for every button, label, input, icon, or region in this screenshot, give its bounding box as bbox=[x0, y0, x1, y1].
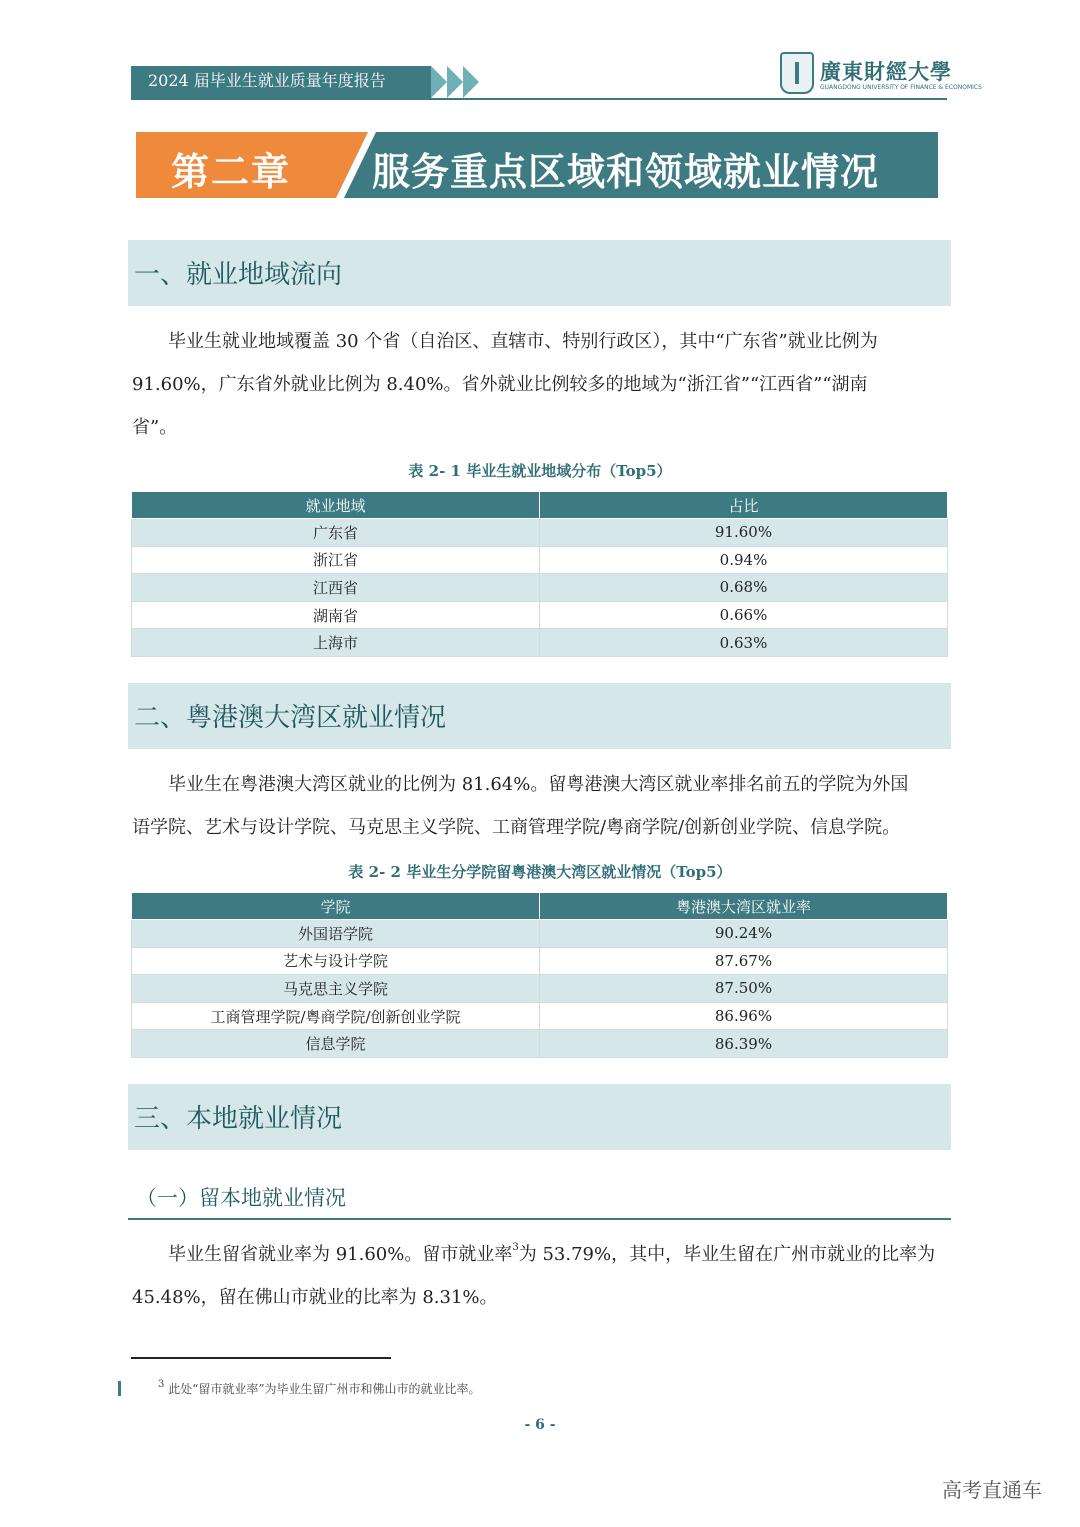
section-heading bbox=[128, 1084, 951, 1150]
header-rule bbox=[131, 98, 947, 100]
table-cell: 86.39% bbox=[540, 1030, 948, 1058]
section-heading bbox=[128, 683, 951, 749]
table-cell: 浙江省 bbox=[132, 546, 540, 574]
university-logo bbox=[780, 52, 982, 98]
table-header-row bbox=[132, 492, 948, 519]
column-header: 粤港澳大湾区就业率 bbox=[540, 893, 948, 920]
footnote-ref: 3 bbox=[512, 1242, 519, 1253]
table-cell: 信息学院 bbox=[132, 1030, 540, 1058]
paragraph-line: 毕业生在粤港澳大湾区就业的比例为 81.64%。留粤港澳大湾区就业率排名前五的学院为外国 bbox=[168, 774, 909, 795]
table-caption: 表 2- 1 毕业生就业地域分布（Top5） bbox=[408, 462, 672, 480]
footnote-marker-bar bbox=[118, 1381, 121, 1396]
table-cell: 广东省 bbox=[132, 519, 540, 547]
column-header: 就业地域 bbox=[132, 492, 540, 519]
page-number: - 6 - bbox=[524, 1417, 556, 1433]
table-cell: 马克思主义学院 bbox=[132, 975, 540, 1003]
footnote-number: 3 bbox=[158, 1379, 165, 1390]
table-cell: 0.94% bbox=[540, 546, 948, 574]
paragraph-line: 省”。 bbox=[132, 417, 178, 438]
chapter-title: 服务重点区域和领域就业情况 bbox=[372, 150, 880, 194]
paragraph-line: 45.48%，留在佛山市就业的比率为 8.31%。 bbox=[132, 1287, 498, 1308]
table-cell: 90.24% bbox=[540, 920, 948, 948]
table-cell: 0.63% bbox=[540, 629, 948, 657]
table-cell: 0.68% bbox=[540, 574, 948, 602]
section-heading bbox=[128, 240, 951, 306]
table-row bbox=[132, 546, 948, 574]
section-heading-text: 三、本地就业情况 bbox=[134, 1104, 343, 1134]
watermark: 高考直通车 bbox=[942, 1478, 1042, 1502]
section-heading-text: 一、就业地域流向 bbox=[134, 260, 343, 290]
university-name-en: GUANGDONG UNIVERSITY OF FINANCE & ECONOMICS bbox=[820, 84, 982, 91]
paragraph-text: 为 53.79%，其中，毕业生留在广州市就业的比率为 bbox=[518, 1244, 936, 1265]
chevron-icon bbox=[447, 66, 463, 98]
table-cell: 外国语学院 bbox=[132, 920, 540, 948]
paragraph-line: 91.60%，广东省外就业比例为 8.40%。省外就业比例较多的地域为“浙江省”“江西省”“湖南 bbox=[132, 374, 868, 395]
chevron-icon bbox=[431, 66, 447, 98]
table-row bbox=[132, 601, 948, 629]
emblem-icon bbox=[780, 52, 814, 94]
footnote bbox=[158, 1380, 480, 1397]
subsection-heading-text: （一）留本地就业情况 bbox=[136, 1186, 346, 1210]
table-cell: 91.60% bbox=[540, 519, 948, 547]
subsection-heading bbox=[128, 1178, 951, 1220]
table-cell: 87.50% bbox=[540, 975, 948, 1003]
section-heading-text: 二、粤港澳大湾区就业情况 bbox=[134, 703, 447, 733]
table-row bbox=[132, 1030, 948, 1058]
table-row bbox=[132, 947, 948, 975]
paragraph-line: 语学院、艺术与设计学院、马克思主义学院、工商管理学院/粤商学院/创新创业学院、信息学院。 bbox=[132, 817, 901, 838]
paragraph-text: 毕业生留省就业率为 91.60%。留市就业率 bbox=[168, 1244, 513, 1265]
table-cell: 湖南省 bbox=[132, 601, 540, 629]
table-caption: 表 2- 2 毕业生分学院留粤港澳大湾区就业情况（Top5） bbox=[348, 863, 732, 881]
table-cell: 86.96% bbox=[540, 1002, 948, 1030]
table-row bbox=[132, 920, 948, 948]
table-cell: 江西省 bbox=[132, 574, 540, 602]
paragraph-line: 毕业生就业地域覆盖 30 个省（自治区、直辖市、特别行政区），其中“广东省”就业比例为 bbox=[168, 331, 878, 352]
table-row bbox=[132, 1002, 948, 1030]
region-table bbox=[131, 491, 948, 657]
table-cell: 87.67% bbox=[540, 947, 948, 975]
table-row bbox=[132, 574, 948, 602]
table-header-row bbox=[132, 893, 948, 920]
column-header: 占比 bbox=[540, 492, 948, 519]
university-name: 廣東財經大學 bbox=[820, 59, 952, 84]
chevron-icon bbox=[463, 66, 479, 98]
table-cell: 艺术与设计学院 bbox=[132, 947, 540, 975]
chapter-label: 第二章 bbox=[171, 150, 292, 194]
table-row bbox=[132, 629, 948, 657]
table-row bbox=[132, 975, 948, 1003]
table-cell: 0.66% bbox=[540, 601, 948, 629]
footnote-text: 此处“留市就业率”为毕业生留广州市和佛山市的就业比率。 bbox=[168, 1382, 481, 1396]
table-cell: 工商管理学院/粤商学院/创新创业学院 bbox=[132, 1002, 540, 1030]
report-title: 2024 届毕业生就业质量年度报告 bbox=[148, 71, 386, 90]
table-row bbox=[132, 519, 948, 547]
paragraph-line bbox=[168, 1243, 935, 1267]
college-table bbox=[131, 892, 948, 1058]
footnote-rule bbox=[131, 1357, 391, 1359]
column-header: 学院 bbox=[132, 893, 540, 920]
chapter-banner bbox=[136, 132, 938, 198]
table-cell: 上海市 bbox=[132, 629, 540, 657]
